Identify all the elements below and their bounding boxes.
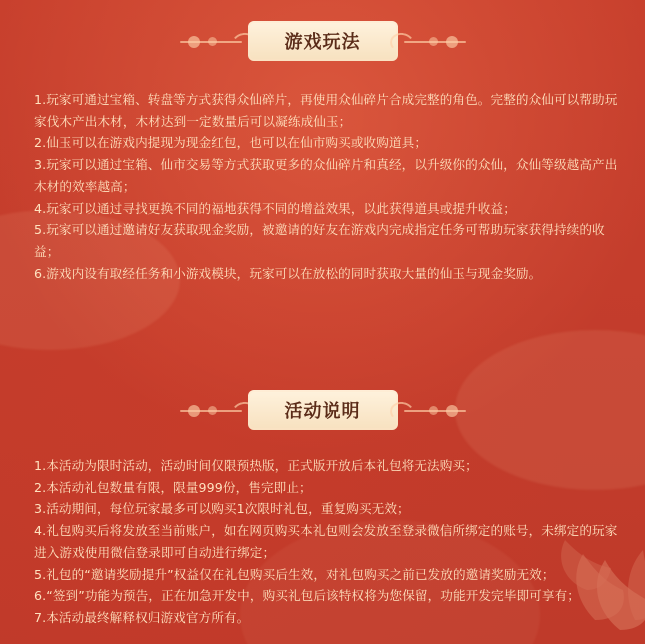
rule-item: 5.玩家可以通过邀请好友获取现金奖励，被邀请的好友在游戏内完成指定任务可帮助玩家获得持续的收益； [34,222,605,259]
rule-item: 1.玩家可通过宝箱、转盘等方式获得众仙碎片，再使用众仙碎片合成完整的角色。完整的众仙可以帮助玩家伐木产出木材，木材达到一定数量后可以凝练成仙玉； [34,92,618,129]
title-plaque [248,390,398,430]
event-item: 3.活动期间，每位玩家最多可以购买1次限时礼包，重复购买无效； [34,501,410,517]
section-content-event [34,455,624,629]
event-item: 2.本活动礼包数量有限，限量999份，售完即止； [34,479,312,495]
ornament-icon [386,396,466,424]
event-item: 4.礼包购买后将发放至当前账户，如在网页购买本礼包则会发放至登录微信所绑定的账号，未绑定的玩家进入游戏使用微信登录即可自动进行绑定； [34,523,618,560]
event-item: 6.“签到”功能为预告，正在加急开发中，购买礼包后该特权将为您保留，功能开发完毕即可享有； [34,588,580,604]
ornament-icon [386,27,466,55]
rule-item: 6.游戏内设有取经任务和小游戏模块，玩家可以在放松的同时获取大量的仙玉与现金奖励。 [34,265,542,281]
ornament-swirl [388,400,415,424]
section-title-text: 游戏玩法 [284,32,361,53]
rule-item: 3.玩家可以通过宝箱、仙市交易等方式获取更多的众仙碎片和真经，以升级你的众仙，众仙等级越高产出木材的效率越高； [34,157,618,194]
title-plaque [248,21,398,61]
event-item: 5.礼包的“邀请奖励提升”权益仅在礼包购买后生效，对礼包购买之前已发放的邀请奖励无效； [34,566,555,582]
section-title-gameplay [0,21,645,67]
ornament-dot [446,405,458,417]
ornament-swirl [388,31,415,55]
event-item: 1.本活动为限时活动，活动时间仅限预热版，正式版开放后本礼包将无法购买； [34,458,478,473]
rule-item: 2.仙玉可以在游戏内提现为现金红包，也可以在仙市购买或收购道具； [34,135,428,151]
ornament-dot [429,37,438,46]
rule-item: 4.玩家可以通过寻找更换不同的福地获得不同的增益效果，以此获得道具或提升收益； [34,200,516,216]
ornament-dot [208,37,217,46]
section-content-gameplay [34,89,624,284]
ornament-dot [208,406,217,415]
ornament-dot [429,406,438,415]
ornament-dot [188,36,200,48]
section-title-text: 活动说明 [284,401,361,422]
ornament-dot [446,36,458,48]
event-item: 7.本活动最终解释权归游戏官方所有。 [34,609,250,625]
ornament-dot [188,405,200,417]
section-title-event [0,390,645,436]
